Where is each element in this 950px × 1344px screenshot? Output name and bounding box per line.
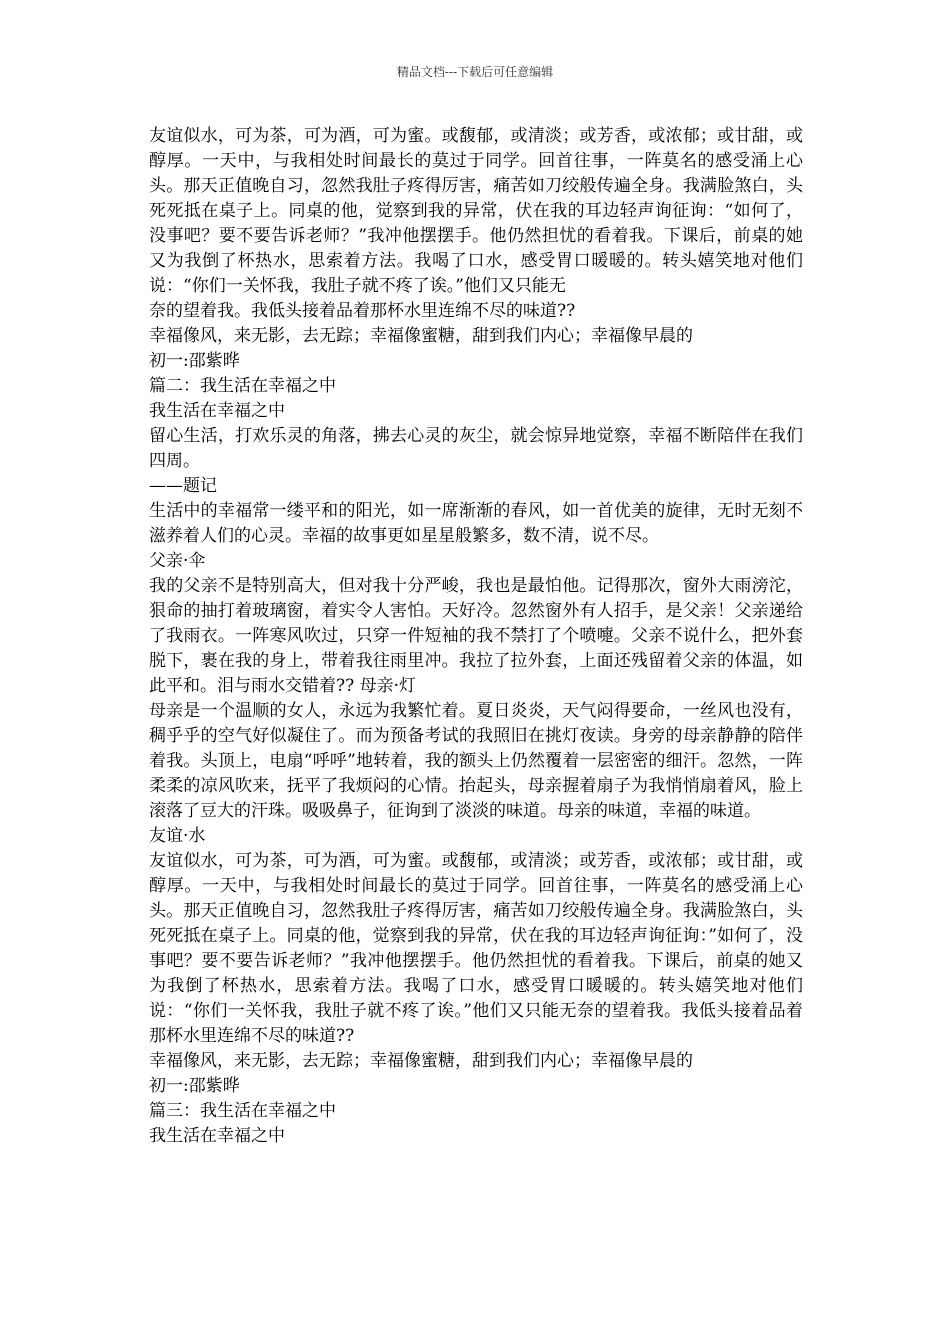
paragraph-friendship-end: 奈的望着我。我低头接着品着那杯水里连绵不尽的味道?? bbox=[149, 301, 576, 321]
author-line-2: 初一:邵紫晔 bbox=[149, 1076, 240, 1096]
section-heading-part-three: 篇三：我生活在幸福之中 bbox=[149, 1101, 336, 1121]
subheading-friendship-water: 友谊·水 bbox=[149, 826, 206, 846]
paragraph-mother: 母亲是一个温顺的女人，永远为我繁忙着。夏日炎炎，天气闷得要命，一丝风也没有，稠乎乎的空气好似凝住了。而为预备考试的我照旧在挑灯夜读。身旁的母亲静静的陪伴着我。头顶上，电扇“呼呼”地转着，我的额头上仍然覆着一层密密的细汗。忽然，一阵柔柔的凉风吹来，抚平了我烦闷的心情。抬起头，母亲握着扇子为我悄悄扇着风，脸上滚落了豆大的汗珠。吸吸鼻子，征询到了淡淡的味道。母亲的味道，幸福的味道。 bbox=[149, 701, 803, 821]
section-heading-part-two: 篇二：我生活在幸福之中 bbox=[149, 376, 336, 396]
paragraph-happiness-wind-2: 幸福像风，来无影，去无踪；幸福像蜜糖，甜到我们内心；幸福像早晨的 bbox=[149, 1051, 693, 1071]
essay-title-2: 我生活在幸福之中 bbox=[149, 1126, 285, 1146]
page-header: 精品文档---下载后可任意编辑 bbox=[396, 65, 554, 79]
document-body bbox=[149, 124, 803, 1149]
paragraph-father: 我的父亲不是特别高大，但对我十分严峻，我也是最怕他。记得那次，窗外大雨滂沱，狠命的抽打着玻璃窗，着实令人害怕。天好冷。忽然窗外有人招手，是父亲！父亲递给了我雨衣。一阵寒风吹过，只穿一件短袖的我不禁打了个喷嚏。父亲不说什么，把外套脱下，裹在我的身上，带着我往雨里冲。我拉了拉外套，上面还残留着父亲的体温，如此平和。泪与雨水交错着?? 母亲·灯 bbox=[149, 576, 803, 696]
author-line: 初一:邵紫晔 bbox=[149, 351, 240, 371]
paragraph-friendship-intro: 友谊似水，可为茶，可为酒，可为蜜。或馥郁，或清淡；或芳香，或浓郁；或甘甜，或醇厚。一天中，与我相处时间最长的莫过于同学。回首往事，一阵莫名的感受涌上心头。那天正值晚自习，忽然我肚子疼得厉害，痛苦如刀绞般传遍全身。我满脸煞白，头死死抵在桌子上。同桌的他，觉察到我的异常，伏在我的耳边轻声询征询：“如何了，没事吧？要不要告诉老师？”我冲他摆摆手。他仍然担忧的看着我。下课后，前桌的她又为我倒了杯热水，思索着方法。我喝了口水，感受胃口暖暖的。转头嬉笑地对他们说：“你们一关怀我，我肚子就不疼了诶。”他们又只能无 bbox=[149, 126, 803, 296]
essay-title: 我生活在幸福之中 bbox=[149, 401, 285, 421]
subheading-father-umbrella: 父亲·伞 bbox=[149, 551, 206, 571]
paragraph-friendship: 友谊似水，可为茶，可为酒，可为蜜。或馥郁，或清淡；或芳香，或浓郁；或甘甜，或醇厚。一天中，与我相处时间最长的莫过于同学。回首往事，一阵莫名的感受涌上心头。那天正值晚自习，忽然我肚子疼得厉害，痛苦如刀绞般传遍全身。我满脸煞白，头死死抵在桌子上。同桌的他，觉察到我的异常，伏在我的耳边轻声询征询：”如何了，没事吧？要不要告诉老师？”我冲他摆摆手。他仍然担忧的看着我。下课后，前桌的她又为我倒了杯热水，思索着方法。我喝了口水，感受胃口暖暖的。转头嬉笑地对他们说：“你们一关怀我，我肚子就不疼了诶。”他们又只能无奈的望着我。我低头接着品着那杯水里连绵不尽的味道?? bbox=[149, 851, 803, 1046]
paragraph-epigraph: 留心生活，打欢乐灵的角落，拂去心灵的灰尘，就会惊异地觉察，幸福不断陪伴在我们四周。 bbox=[149, 426, 803, 471]
paragraph-happiness-life: 生活中的幸福常一缕平和的阳光，如一席渐渐的春风，如一首优美的旋律，无时无刻不滋养着人们的心灵。幸福的故事更如星星般繁多，数不清，说不尽。 bbox=[149, 501, 803, 546]
epigraph-attribution: ——题记 bbox=[149, 476, 217, 496]
paragraph-happiness-wind: 幸福像风，来无影，去无踪；幸福像蜜糖，甜到我们内心；幸福像早晨的 bbox=[149, 326, 693, 346]
